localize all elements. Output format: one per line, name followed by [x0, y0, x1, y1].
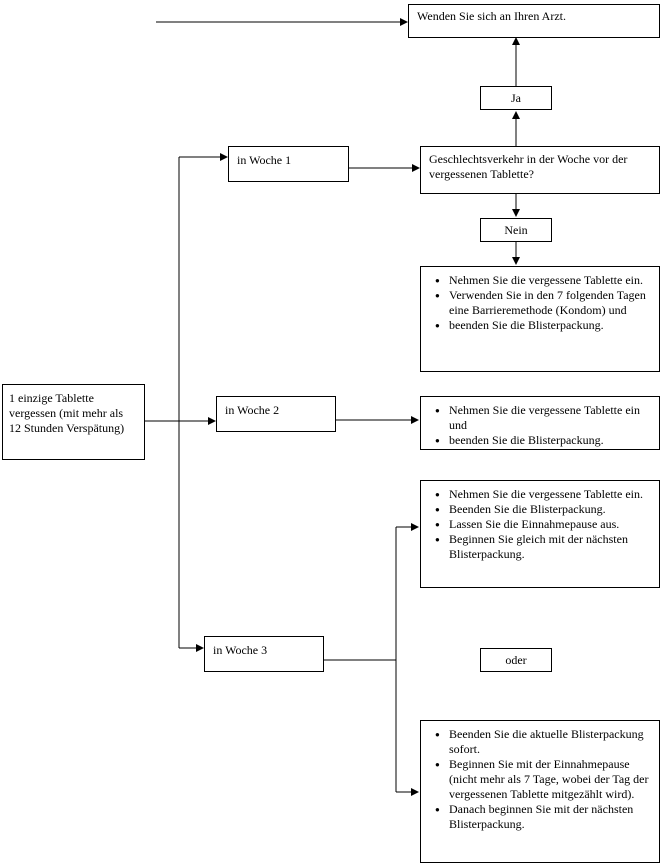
box-woche1: [228, 146, 349, 182]
woche3-option-a-item: ● Beginnen Sie gleich mit der nächsten Blisterpackung.: [449, 532, 651, 562]
box-ja: [480, 86, 552, 110]
box-woche3-option-b: [420, 720, 660, 863]
box-woche3-option-a: [420, 480, 660, 588]
box-frage: [420, 146, 660, 194]
woche3-option-a-item: ● Beenden Sie die Blisterpackung.: [449, 502, 651, 517]
woche2-anweisung: ● Nehmen Sie die vergessene Tablette ein und: [449, 403, 651, 433]
box-woche2-anweisungen: [420, 396, 660, 450]
box-woche2: [216, 396, 336, 432]
woche3-option-b-item: ● Beginnen Sie mit der Einnahmepause (nicht mehr als 7 Tage, wobei der Tag der vergessenen Tablette mitgezählt wird).: [449, 757, 651, 802]
box-start-text: 1 einzige Tablette vergessen (mit mehr als 12 Stunden Verspätung): [9, 391, 125, 435]
woche1-anweisung: ● beenden Sie die Blisterpackung.: [449, 318, 651, 333]
box-woche3: [204, 636, 324, 672]
woche3-option-a-item: ● Nehmen Sie die vergessene Tablette ein.: [449, 487, 651, 502]
box-frage-text: Geschlechtsverkehr in der Woche vor der vergessenen Tablette?: [429, 152, 628, 181]
box-woche2-text: in Woche 2: [225, 403, 280, 417]
woche3-option-b-item: ● Danach beginnen Sie mit der nächsten Blisterpackung.: [449, 802, 651, 832]
box-oder: [480, 648, 552, 672]
box-nein: [480, 218, 552, 242]
box-woche1-anweisungen: [420, 266, 660, 372]
woche1-anweisung: ● Verwenden Sie in den 7 folgenden Tagen eine Barrieremethode (Kondom) und: [449, 288, 651, 318]
box-arzt-text: Wenden Sie sich an Ihren Arzt.: [417, 9, 566, 23]
box-woche1-text: in Woche 1: [237, 153, 292, 167]
box-start: [2, 384, 145, 460]
woche3-option-a-item: ● Lassen Sie die Einnahmepause aus.: [449, 517, 651, 532]
woche2-anweisung: ● beenden Sie die Blisterpackung.: [449, 433, 651, 448]
woche3-option-b-item: ● Beenden Sie die aktuelle Blisterpackung sofort.: [449, 727, 651, 757]
box-woche3-text: in Woche 3: [213, 643, 268, 657]
box-arzt: [408, 4, 660, 38]
woche1-anweisung: ● Nehmen Sie die vergessene Tablette ein.: [449, 273, 651, 288]
box-oder-text: oder: [505, 653, 527, 667]
box-nein-text: Nein: [504, 223, 528, 237]
box-ja-text: Ja: [511, 91, 521, 105]
